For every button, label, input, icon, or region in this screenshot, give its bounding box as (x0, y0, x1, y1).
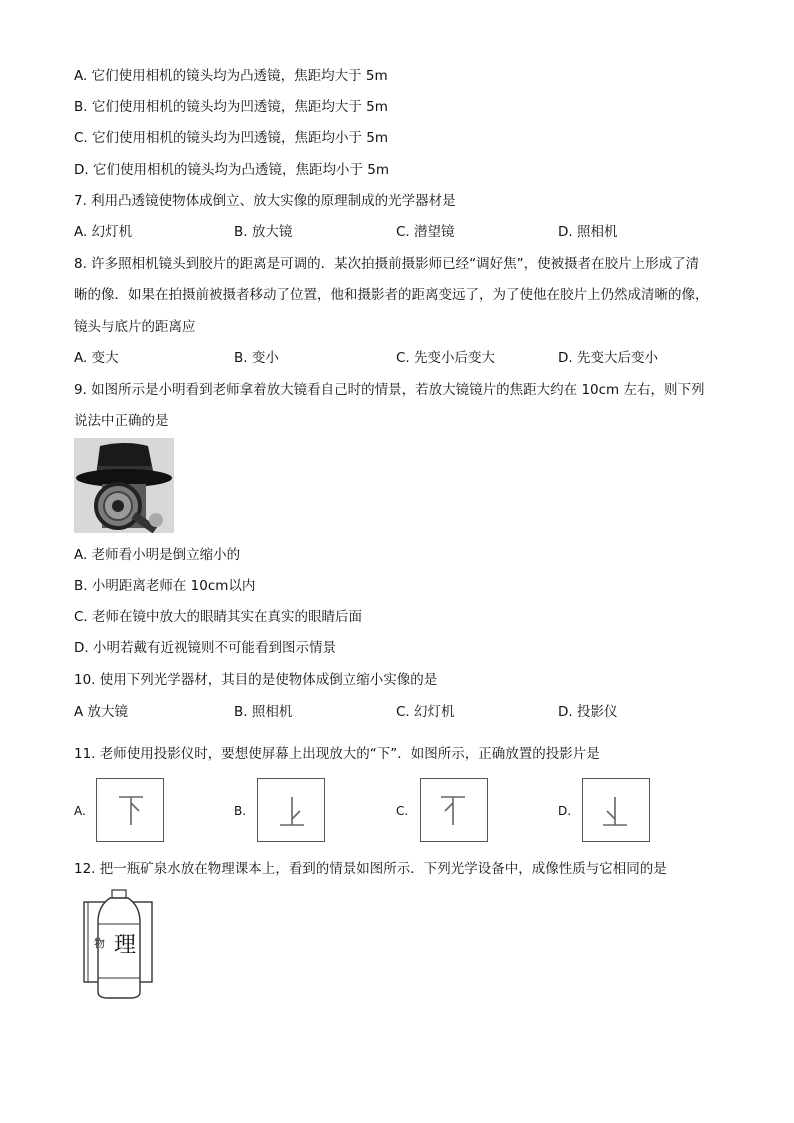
q11-option-d-slide (582, 778, 650, 842)
q7-option-a: A. 幻灯机 (74, 224, 133, 240)
q7-option-d: D. 照相机 (558, 224, 618, 240)
q8-stem-line-2: 晰的像．如果在拍摄前被摄者移动了位置，他和摄影者的距离变远了，为了使他在胶片上仍然成清晰的像， (74, 287, 709, 303)
q11-option-a-slide (96, 778, 164, 842)
q9-teacher-magnifier-figure (74, 438, 174, 533)
q9-stem-line-1: 9. 如图所示是小明看到老师拿着放大镜看自己时的情景，若放大镜镜片的焦距大约在 10cm 左右，则下列 (74, 382, 705, 398)
q12-stem: 12. 把一瓶矿泉水放在物理课本上，看到的情景如图所示．下列光学设备中，成像性质与它相同的是 (74, 861, 667, 877)
q7-option-c: C. 潜望镜 (396, 224, 455, 240)
q9-option-d: D. 小明若戴有近视镜则不可能看到图示情景 (74, 640, 336, 656)
q10-option-c: C. 幻灯机 (396, 704, 455, 720)
q10-stem: 10. 使用下列光学器材，其目的是使物体成倒立缩小实像的是 (74, 672, 438, 688)
q11-option-a-label: A. (74, 804, 86, 818)
glyph-xia-flipped-vertical (258, 779, 324, 841)
q8-option-b: B. 变小 (234, 350, 279, 366)
q9-stem-line-2: 说法中正确的是 (74, 413, 169, 429)
q7-option-b: B. 放大镜 (234, 224, 293, 240)
q11-option-c-slide (420, 778, 488, 842)
q6-option-d: D. 它们使用相机的镜头均为凸透镜，焦距均小于 5m (74, 162, 390, 178)
q8-stem-line-3: 镜头与底片的距离应 (74, 319, 196, 335)
q11-option-b-label: B. (234, 804, 247, 818)
q7-stem: 7. 利用凸透镜使物体成倒立、放大实像的原理制成的光学器材是 (74, 193, 456, 209)
q6-option-b: B. 它们使用相机的镜头均为凹透镜，焦距均大于 5m (74, 99, 388, 115)
q8-option-a: A. 变大 (74, 350, 119, 366)
q11-stem: 11. 老师使用投影仪时，要想使屏幕上出现放大的“下”．如图所示，正确放置的投影片是 (74, 746, 600, 762)
book-text-small: 物 (94, 937, 105, 950)
glyph-xia-rotated-180 (583, 779, 649, 841)
hat-magnifier-illustration (74, 438, 174, 533)
q10-option-b: B. 照相机 (234, 704, 293, 720)
q10-option-a: A 放大镜 (74, 704, 129, 720)
q10-option-d: D. 投影仪 (558, 704, 618, 720)
q6-option-a: A. 它们使用相机的镜头均为凸透镜，焦距均大于 5m (74, 68, 388, 84)
q12-bottle-on-book-figure (80, 888, 160, 1000)
q6-option-c: C. 它们使用相机的镜头均为凹透镜，焦距均小于 5m (74, 130, 389, 146)
q8-option-c: C. 先变小后变大 (396, 350, 496, 366)
book-text-magnified: 理 (114, 933, 137, 958)
q11-option-d-label: D. (558, 804, 572, 818)
glyph-xia-upright (97, 779, 163, 841)
q9-option-c: C. 老师在镜中放大的眼睛其实在真实的眼睛后面 (74, 609, 363, 625)
glyph-xia-mirrored (421, 779, 487, 841)
q8-option-d: D. 先变大后变小 (558, 350, 658, 366)
q11-option-c-label: C. (396, 804, 409, 818)
q11-option-b-slide (257, 778, 325, 842)
q9-option-b: B. 小明距离老师在 10cm以内 (74, 578, 256, 594)
q9-option-a: A. 老师看小明是倒立缩小的 (74, 547, 241, 563)
q8-stem-line-1: 8. 许多照相机镜头到胶片的距离是可调的．某次拍摄前摄影师已经“调好焦”，使被摄者在胶片上形成了清 (74, 256, 700, 272)
